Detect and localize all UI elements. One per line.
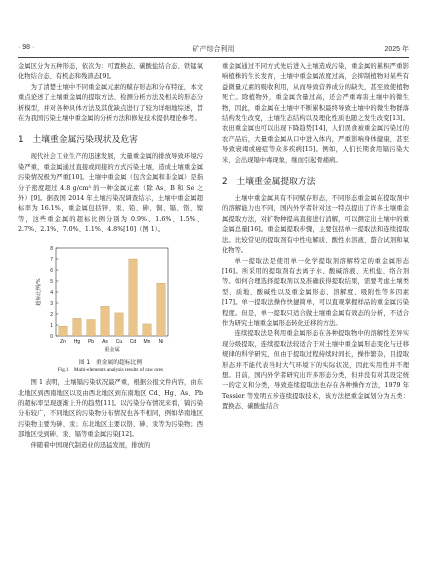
bar-chart bbox=[18, 240, 203, 358]
bar-pb bbox=[87, 319, 95, 336]
bar-cu bbox=[115, 313, 123, 336]
bar-mn bbox=[143, 324, 151, 336]
journal-year: 2025 年 bbox=[384, 46, 409, 53]
x-tick-label: As bbox=[102, 338, 108, 345]
paragraph: 伴随着中国现代制造业的迅猛发展，排放的 bbox=[30, 441, 151, 449]
figure-1 bbox=[18, 240, 203, 375]
y-tick-label: 6 bbox=[50, 267, 53, 274]
y-tick-label: 5 bbox=[50, 278, 53, 285]
page-header bbox=[18, 44, 409, 56]
y-axis-label: 超标比例/% bbox=[36, 277, 42, 306]
bar-as bbox=[101, 306, 109, 336]
paragraph: 单一提取法是使用单一化学提取剂溶解特定的重金属形态[16]。所采用的提取剂有去离子水、酸碱溶液、无机盐、络合剂等。如何合理选择提取剂以及准确获得提取结果，需要考虑土壤类型、质地、酸碱性以及重金属形态、溶解度、吸附性等多因素[17]。单一提取法操作快捷简单，可以直观掌握样品的重金属污染程度。但是，单一提取只适合做土壤重金属有效态的分析，不适合作为研究土壤重金属形态转化迁移的方法。 bbox=[222, 257, 409, 327]
figure-caption-en: Fig.1 Multi-elements analysis results of raw ores bbox=[57, 366, 164, 373]
bar-cd bbox=[129, 259, 137, 336]
bar-hg bbox=[73, 318, 81, 336]
left-column bbox=[18, 62, 203, 451]
y-tick-label: 1 bbox=[50, 322, 53, 329]
y-tick-label: 0 bbox=[50, 333, 53, 340]
x-tick-label: Cu bbox=[115, 338, 123, 345]
page-number: · 98 · bbox=[18, 44, 35, 51]
journal-title: 矿产综合利用 bbox=[192, 46, 235, 53]
x-tick-label: Hg bbox=[73, 338, 81, 345]
paragraph: 连续提取法是利用重金属形态在各种提取物中的溶解性差异实现分级提取，连续提取法较适合于对土壤中重金属形态变化与迁移规律的科学研究，但由于提取过程持续时间长，操作繁杂，且提取形态并不能代表当时大气环境下的实际状况，因此实用性并不理想。目前，国内外学者研究出许多形态分类，但并没有对其设定统一的定义和分类，导致连续提取法也存在各种操作方法，1979 年 Tessier 等发明五步连续提取技术，该方法把重金属划分为五类：置换态、碳酸盐结合 bbox=[222, 330, 409, 411]
right-column bbox=[222, 62, 409, 413]
paragraph: 土壤中重金属具有不同赋存形态，不同形态重金属在提取剂中的溶解能力也不同，国内外学者针对这一特点提出了许多土壤重金属提取方法，对扩物种提高直接进行消解，可以测定出土壤中的重金属总量[16]。重金属提取步骤，主要包括单一提取法和连续提取法。比较常见的提取剂有中性电解质、酸性水溶液、螯合试剂和氧化物等。 bbox=[222, 195, 409, 255]
header-rule bbox=[18, 57, 409, 58]
x-tick-label: Zn bbox=[60, 338, 66, 345]
paragraph: 现代社会工业生产的迅速发展，大量重金属的排放导致环境污染严重，重金属通过直接或间接的方式污染土壤，造成土壤重金属污染情况极为严重[10]。土壤中重金属（包含金属和非金属）是指分子密度超过 4.8 g/cm³ 的一种金属元素（除 As、B 和 Se 之外）[9]。据我国 2014 年土壤污染况调查结示，土壤中重金属超标率为 16.1%，重金属包括锌、汞、铅、砷、铜、镉、铬、镍等，这些重金属的超标比例分别为 0.9%、1.6%、1.5%、2.7%、2.1%、7.0%、1.1%、4.8%[10]（图 1）。 bbox=[18, 153, 203, 234]
bar-ni bbox=[157, 283, 165, 336]
paragraph: 图 1 表明，土壤镉污染状况最严重，根据公报文件内容，由东北地区到西南地区以及由西北地区到东南地区 Cd、Hg、As、Pb 的超标率呈现逐渐上升的趋势[11]。以污染分布情况来看，镉污染分布较广，不同地区的污染物分布情况也各不相同，例如华南地区污染物主要为砷、汞；东北地区主要以铬、砷、汞等为污染物；西部地区受到砷、汞、镉等重金属污染[12]。 bbox=[18, 379, 203, 439]
section-heading-2: 2 土壤重金属提取方法 bbox=[222, 177, 316, 188]
y-tick-label: 7 bbox=[50, 256, 53, 263]
paragraph: 重金属通过不同方式先后进入土壤造成污染，重金属的累积严重影响植株的生长发育，土壤中重金属浓度过高，会抑制植物对某些有益微量元素的吸收利用，从而导致营养成分的缺失，甚至致使植物死亡。除植物外，重金属含量过高，还会严重毒害土壤中的微生物，因此，重金属在土壤中不断累积最终导致土壤中的微生物群落结构发生改变，土壤生态结构以及理化性质也随之发生改变[13]。农田重金属也可以出现下降趋势[14]，人们误食被重金属污染过的农产品后，大量重金属从口中进入体内，严重影响身体健康，甚至导致衰竭或癌症等众多疾病[15]。例如，人们长期食用镉污染大米，会出现镉中毒现象，继而引起骨痛病。 bbox=[222, 63, 409, 164]
x-tick-label: Ni bbox=[158, 338, 164, 345]
x-tick-label: Pb bbox=[87, 338, 95, 345]
x-tick-label: Cd bbox=[129, 338, 137, 345]
y-tick-label: 3 bbox=[50, 300, 53, 307]
paragraph: 金属区分为五种形态，依次为：可置换态、碳酸盐结合态、铁锰氧化物结合态、有机态和残渣态[9]。 bbox=[18, 63, 203, 81]
bar-zn bbox=[59, 326, 67, 336]
figure-caption-cn: 图 1 重金属的超标比例 bbox=[78, 359, 143, 366]
section-heading-1: 1 土壤重金属污染现状及危害 bbox=[18, 135, 138, 146]
y-tick-label: 2 bbox=[50, 311, 53, 318]
x-tick-label: Mn bbox=[143, 338, 151, 345]
y-tick-label: 8 bbox=[50, 245, 53, 252]
y-tick-label: 4 bbox=[50, 289, 53, 296]
x-axis-label: 重金属 bbox=[104, 346, 120, 353]
paragraph: 为了清楚土壤中不同重金属元素的赋存形态和分布特征，本文重点论述了土壤重金属的提取方法、检测分析方法及相关的形态分析模型，并对各种具体方法及其优缺点进行了较为详细地综述，旨在为我国污染土壤中重金属的分析方法和修复技术提供理论参考。 bbox=[18, 83, 203, 123]
